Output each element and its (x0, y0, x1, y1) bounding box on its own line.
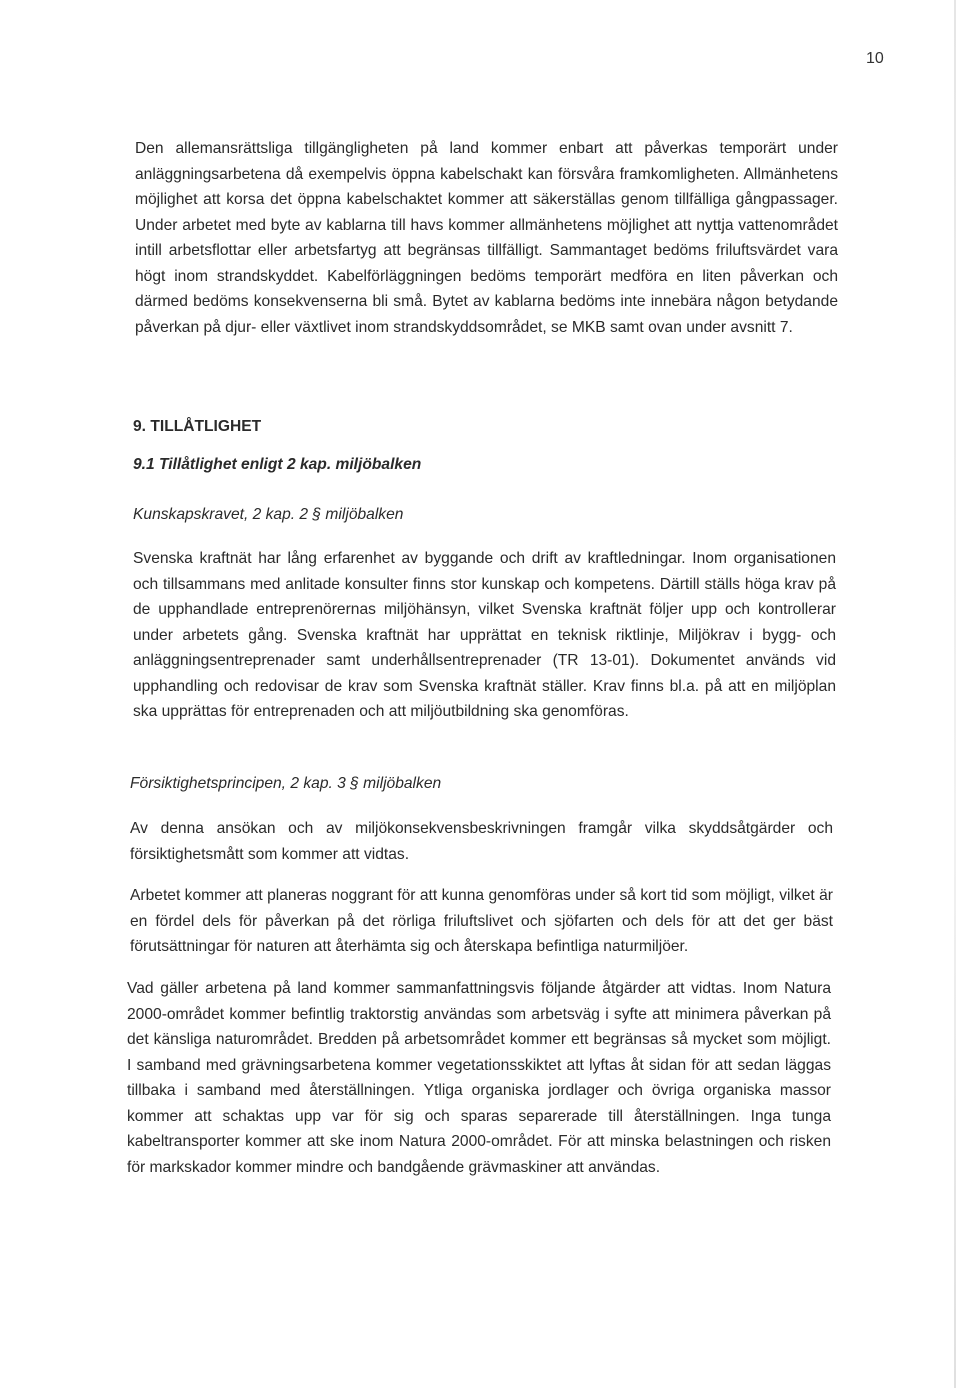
paragraph-skyddsatgarder: Av denna ansökan och av miljökonsekvensbeskrivningen framgår vilka skyddsåtgärder och försiktighetsmått som kommer att vidtas. (130, 820, 833, 863)
forsiktighetsprincipen-label: Försiktighetsprincipen, 2 kap. 3 § miljöbalken (130, 775, 442, 792)
paragraph-arbeten-pa-land: Vad gäller arbetena på land kommer sammanfattningsvis följande åtgärder att vidtas. Inom Natura 2000-området kommer befintlig traktorstig användas som arbetsväg i syfte att minimera påverkan på det känsliga naturområdet. Bredden på arbetsområdet kommer ett begränsas så mycket som möjligt. I samband med grävningsarbetena kommer vegetationsskiktet att lyftas åt sidan för att sedan läggas tillbaka i samband med återställningen. Ytliga organiska jordlager och övriga organiska massor kommer att schaktas upp var för sig och sparas separerade till återställningen. Inga tunga kabeltransporter kommer att ske inom Natura 2000-området. För att minska belastningen och risken för markskador kommer mindre och bandgående grävmaskiner att användas. (127, 980, 831, 1176)
kunskapskravet-label: Kunskapskravet, 2 kap. 2 § miljöbalken (133, 506, 404, 523)
paragraph-planering: Arbetet kommer att planeras noggrant för att kunna genomföras under så kort tid som möjligt, vilket är en fördel dels för påverkan på det rörliga friluftslivet och sjöfarten och dels för att det ger bäst förutsättningar för naturen att återhämta sig och återskapa befintliga naturmiljöer. (130, 887, 833, 955)
section-heading: 9. TILLÅTLIGHET (133, 418, 262, 435)
page-number: 10 (866, 50, 884, 67)
subsection-heading: 9.1 Tillåtlighet enligt 2 kap. miljöbalken (133, 456, 422, 473)
page-edge-shadow (954, 0, 956, 1388)
paragraph-allemansratt: Den allemansrättsliga tillgängligheten på land kommer enbart att påverkas temporärt under anläggningsarbetena då exempelvis öppna kabelschakt kan försvåra framkomligheten. Allmänhetens möjlighet att korsa det öppna kabelschaktet kommer att säkerställas genom tillfälliga gångpassager. Under arbetet med byte av kablarna till havs kommer allmänhetens möjlighet att nyttja vattenområdet intill arbetsflottar eller arbetsfartyg att begränsas tillfälligt. Sammantaget bedöms friluftsvärdet vara högt inom strandskyddet. Kabelförläggningen bedöms temporärt medföra en liten påverkan och därmed bedöms konsekvenserna bli små. Bytet av kablarna bedöms inte innebära någon betydande påverkan på djur- eller växtlivet inom strandskyddsområdet, se MKB samt ovan under avsnitt 7. (135, 140, 838, 336)
paragraph-kunskapskravet: Svenska kraftnät har lång erfarenhet av byggande och drift av kraftledningar. Inom organisationen och tillsammans med anlitade konsulter finns stor kunskap och kompetens. Därtill ställs höga krav på de upphandlade entreprenörernas miljöhänsyn, vilket Svenska kraftnät följer upp och kontrollerar under arbetets gång. Svenska kraftnät har upprättat en teknisk riktlinje, Miljökrav i bygg- och anläggningsentreprenader samt underhållsentreprenader (TR 13-01). Dokumentet används vid upphandling och redovisar de krav som Svenska kraftnät ställer. Krav finns bl.a. på att en miljöplan ska upprättas för entreprenaden och att miljöutbildning ska genomföras. (133, 550, 836, 720)
